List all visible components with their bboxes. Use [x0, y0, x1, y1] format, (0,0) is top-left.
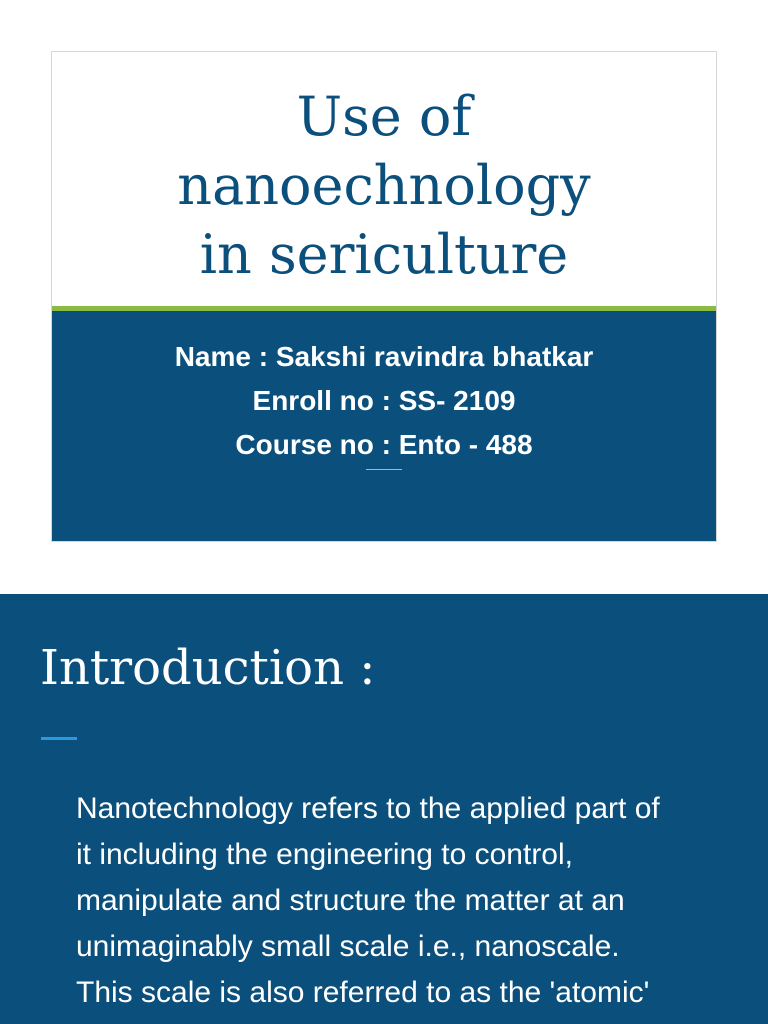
author-info	[52, 335, 716, 467]
body-line-3: manipulate and structure the matter at an	[76, 884, 625, 917]
body-line-2: it including the engineering to control,	[76, 838, 573, 871]
title-slide	[51, 51, 717, 542]
author-panel	[52, 311, 716, 541]
divider-dash	[366, 469, 402, 470]
title-slide-header	[52, 52, 716, 306]
slide-title-line-2: nanoechnology	[177, 154, 591, 217]
introduction-body	[76, 786, 746, 1016]
body-line-4: unimaginably small scale i.e., nanoscale.	[76, 930, 620, 963]
slide-title-line-1: Use of	[296, 85, 472, 148]
slide-title-line-3: in sericulture	[199, 223, 569, 286]
body-line-5: This scale is also referred to as the 'atomic'	[76, 976, 650, 1009]
body-line-1: Nanotechnology refers to the applied part of	[76, 792, 660, 825]
enroll-number: Enroll no : SS- 2109	[252, 385, 516, 416]
heading-underline	[41, 737, 77, 740]
introduction-slide	[0, 594, 768, 1024]
author-name: Name : Sakshi ravindra bhatkar	[174, 341, 594, 372]
course-number: Course no : Ento - 488	[235, 429, 533, 460]
introduction-heading: Introduction :	[40, 640, 376, 696]
slide-title	[52, 82, 716, 289]
